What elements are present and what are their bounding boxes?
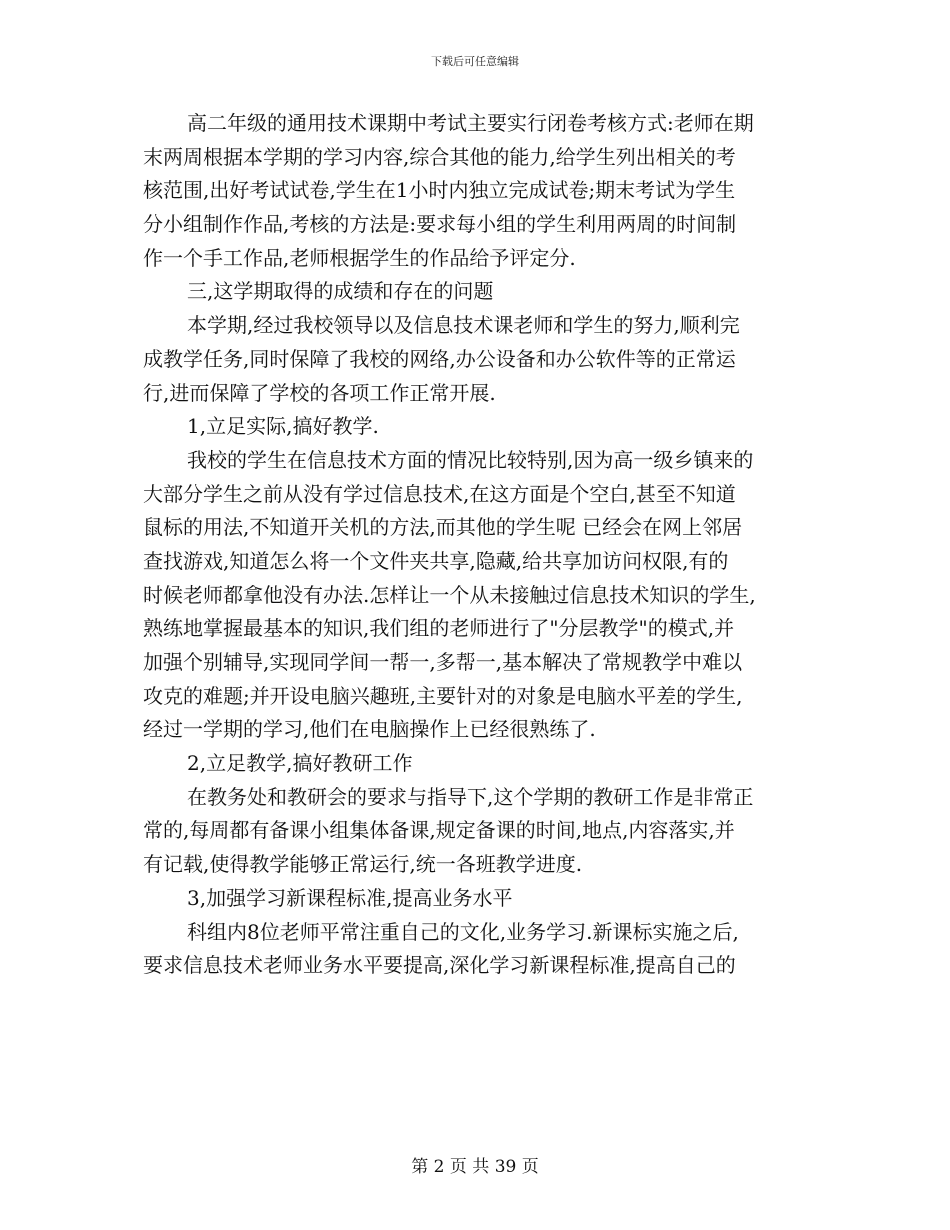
document-body <box>143 107 815 983</box>
text-line: 时候老师都拿他没有办法.怎样让一个从未接触过信息技术知识的学生, <box>143 582 756 607</box>
text-line: 核范围,出好考试试卷,学生在1小时内独立完成试卷;期末考试为学生 <box>143 178 736 203</box>
text-line: 加强个别辅导,实现同学间一帮一,多帮一,基本解决了常规教学中难以 <box>143 650 743 674</box>
text-line: 成教学任务,同时保障了我校的网络,办公设备和办公软件等的正常运 <box>143 346 736 371</box>
text-line: 我校的学生在信息技术方面的情况比较特别,因为高一级乡镇来的 <box>187 447 754 472</box>
page-footer: 第 2 页 共 39 页 <box>411 1157 539 1177</box>
text-line: 有记载,使得教学能够正常运行,统一各班教学进度. <box>143 852 583 877</box>
text-line: 高二年级的通用技术课期中考试主要实行闭卷考核方式:老师在期 <box>187 111 754 135</box>
text-line: 攻克的难题;并开设电脑兴趣班,主要针对的对象是电脑水平差的学生, <box>143 683 743 708</box>
text-line: 熟练地掌握最基本的知识,我们组的老师进行了"分层教学"的模式,并 <box>143 616 735 641</box>
text-line: 大部分学生之前从没有学过信息技术,在这方面是个空白,甚至不知道 <box>143 481 736 506</box>
subsection-heading: 1,立足实际,搞好教学. <box>187 414 379 439</box>
text-line: 常的,每周都有备课小组集体备课,规定备课的时间,地点,内容落实,并 <box>143 818 735 843</box>
section-heading: 三,这学期取得的成绩和存在的问题 <box>187 279 494 304</box>
text-line: 查找游戏,知道怎么将一个文件夹共享,隐藏,给共享加访问权限,有的 <box>143 548 729 573</box>
text-line: 行,进而保障了学校的各项工作正常开展. <box>143 380 496 405</box>
text-line: 本学期,经过我校领导以及信息技术课老师和学生的努力,顺利完 <box>187 313 740 338</box>
text-line: 科组内8位老师平常注重自己的文化,业务学习.新课标实施之后, <box>187 919 739 944</box>
subsection-heading: 3,加强学习新课程标准,提高业务水平 <box>187 885 513 910</box>
text-line: 鼠标的用法,不知道开关机的方法,而其他的学生呢 已经会在网上邻居 <box>143 515 743 540</box>
text-line: 在教务处和教研会的要求与指导下,这个学期的教研工作是非常正 <box>187 784 754 809</box>
text-line: 末两周根据本学期的学习内容,综合其他的能力,给学生列出相关的考 <box>143 144 736 169</box>
page-header: 下载后可任意编辑 <box>431 55 519 68</box>
text-line: 分小组制作作品,考核的方法是:要求每小组的学生利用两周的时间制 <box>143 212 737 237</box>
text-line: 作一个手工作品,老师根据学生的作品给予评定分. <box>143 245 576 270</box>
text-line: 要求信息技术老师业务水平要提高,深化学习新课程标准,提高自己的 <box>143 953 736 978</box>
subsection-heading: 2,立足教学,搞好教研工作 <box>187 751 413 776</box>
text-line: 经过一学期的学习,他们在电脑操作上已经很熟练了. <box>143 717 596 742</box>
